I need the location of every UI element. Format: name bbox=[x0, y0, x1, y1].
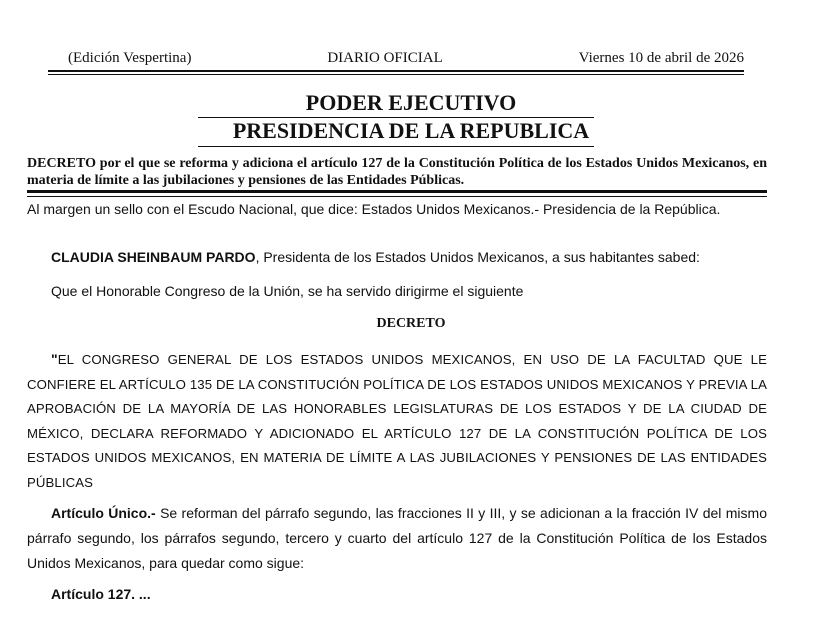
publication-name: DIARIO OFICIAL bbox=[327, 50, 443, 66]
quote-mark: " bbox=[51, 351, 58, 367]
president-name: CLAUDIA SHEINBAUM PARDO bbox=[51, 249, 256, 265]
president-paragraph bbox=[51, 249, 767, 265]
publication-date: Viernes 10 de abril de 2026 bbox=[578, 50, 744, 66]
president-text: , Presidenta de los Estados Unidos Mexicanos, a sus habitantes sabed: bbox=[255, 249, 700, 265]
decree-label: DECRETO bbox=[376, 316, 446, 331]
article-unique-label: Artículo Único.- bbox=[51, 505, 156, 521]
title-rule-bottom bbox=[198, 146, 594, 147]
office-title: PRESIDENCIA DE LA REPUBLICA bbox=[232, 118, 590, 143]
congress-paragraph: Que el Honorable Congreso de la Unión, se ha servido dirigirme el siguiente bbox=[51, 283, 524, 299]
header-rule bbox=[48, 70, 744, 72]
decree-preamble bbox=[27, 347, 767, 495]
article-unique-text: Se reforman del párrafo segundo, las fracciones II y III, y se adicionan a la fracción IV del mismo párrafo segundo, los párrafos segundo, tercero y cuarto del artículo 127 de la Constitución Política de los Estados Unidos Mexicanos, para quedar como sigue: bbox=[27, 505, 767, 571]
heading-rule-thin bbox=[27, 196, 767, 197]
article-127-heading: Artículo 127. ... bbox=[51, 586, 151, 602]
article-unique-paragraph bbox=[27, 501, 767, 576]
heading-rule bbox=[27, 190, 767, 193]
seal-note: Al margen un sello con el Escudo Nacional, que dice: Estados Unidos Mexicanos.- Presidencia de la República. bbox=[27, 201, 721, 217]
edition-label: (Edición Vespertina) bbox=[68, 50, 192, 66]
preamble-text: EL CONGRESO GENERAL DE LOS ESTADOS UNIDOS MEXICANOS, EN USO DE LA FACULTAD QUE LE CONFIERE EL ARTÍCULO 135 DE LA CONSTITUCIÓN POLÍTICA DE LOS ESTADOS UNIDOS MEXICANOS Y PREVIA LA APROBACIÓN DE LA MAYORÍA DE LAS HONORABLES LEGISLATURAS DE LOS ESTADOS Y DE LA CIUDAD DE MÉXICO, DECLARA REFORMADO Y ADICIONADO EL ARTÍCULO 127 DE LA CONSTITUCIÓN POLÍTICA DE LOS ESTADOS UNIDOS MEXICANOS, EN MATERIA DE LÍMITE A LAS JUBILACIONES Y PENSIONES DE LAS ENTIDADES PÚBLICAS bbox=[27, 352, 767, 490]
branch-title: PODER EJECUTIVO bbox=[305, 90, 517, 115]
header-rule-thin bbox=[48, 74, 744, 75]
page-header bbox=[48, 50, 744, 67]
decree-heading: DECRETO por el que se reforma y adiciona el artículo 127 de la Constitución Política de los Estados Unidos Mexicanos, en materia de límite a las jubilaciones y pensiones de las Entidades Públicas. bbox=[27, 156, 767, 188]
